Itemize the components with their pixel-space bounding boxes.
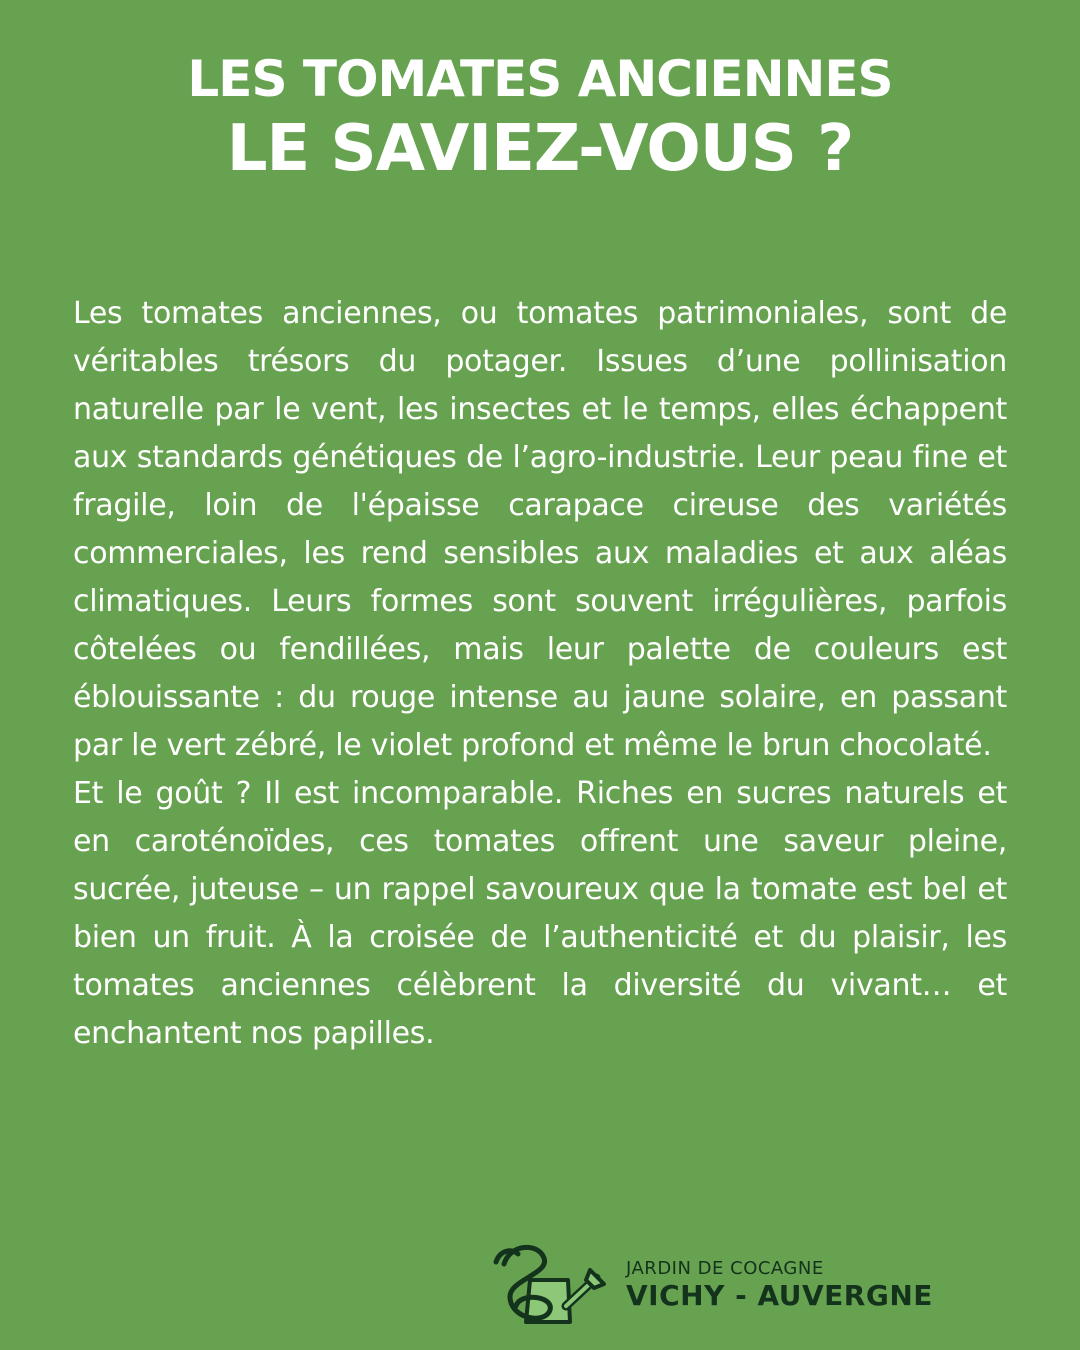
article-paragraph-2: Et le goût ? Il est incomparable. Riches en sucres naturels et en caroténoïdes, ces tomates offrent une saveur pleine, sucrée, juteuse – un rappel savoureux que la tomate est bel et bien un fruit. À la croisée de l’authenticité et du plaisir, les tomates anciennes célèbrent la diversité du vivant… et enchantent nos papilles. <box>73 776 1007 1051</box>
article-body <box>73 290 1007 1058</box>
brand-text <box>626 1258 933 1312</box>
brand-name: JARDIN DE COCAGNE <box>626 1258 824 1279</box>
brand-location: VICHY - AUVERGNE <box>626 1279 933 1312</box>
watering-can-logo-icon <box>490 1240 614 1330</box>
article-paragraph-1: Les tomates anciennes, ou tomates patrimoniales, sont de véritables trésors du potager. Issues d’une pollinisation naturelle par le vent, les insectes et le temps, elles échappent aux standards génétiques de l’agro-industrie. Leur peau fine et fragile, loin de l'épaisse carapace cireuse des variétés commerciales, les rend sensibles aux maladies et aux aléas climatiques. Leurs formes sont souvent irrégulières, parfois côtelées ou fendillées, mais leur palette de couleurs est éblouissante : du rouge intense au jaune solaire, en passant par le vert zébré, le violet profond et même le brun chocolaté. <box>73 296 1007 763</box>
header <box>0 48 1080 188</box>
title-line2: LE SAVIEZ-VOUS ? <box>226 112 854 186</box>
title-line1: LES TOMATES ANCIENNES <box>187 50 893 108</box>
brand-logo <box>490 1240 933 1330</box>
